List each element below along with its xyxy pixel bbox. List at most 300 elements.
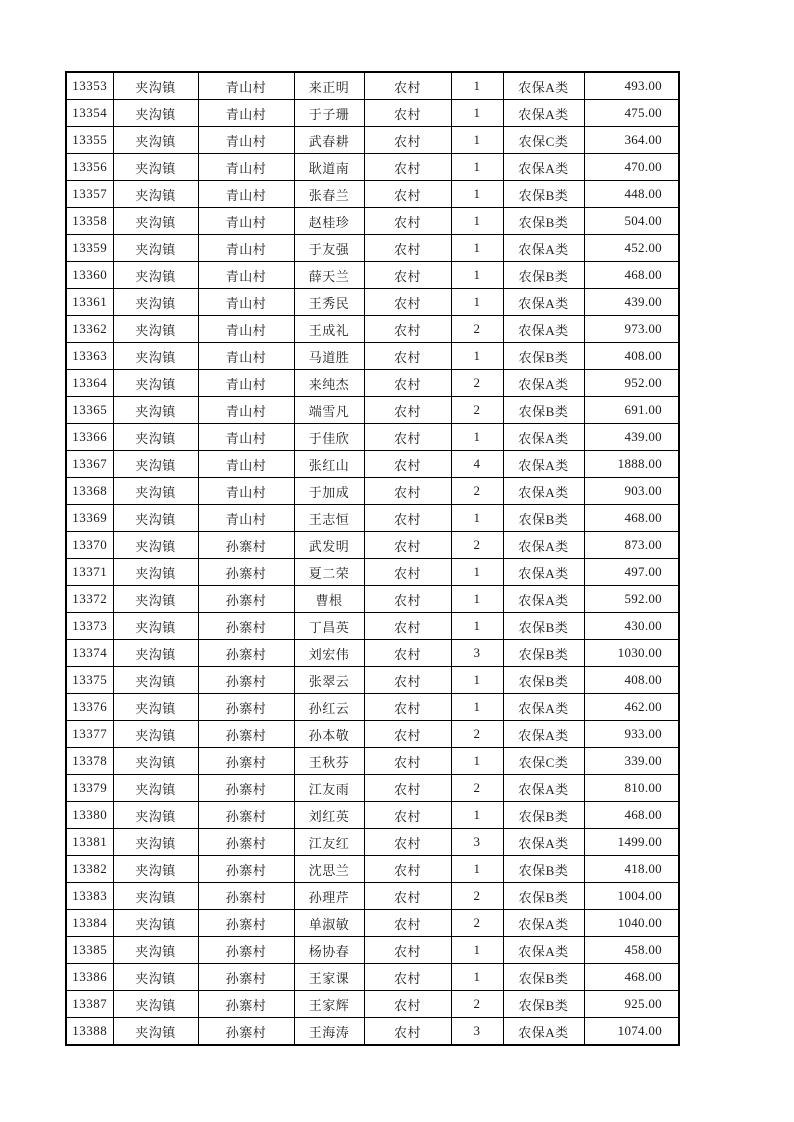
cell-person-name: 曹根	[294, 586, 364, 613]
cell-person-count: 1	[451, 154, 503, 181]
cell-record-id: 13361	[66, 289, 113, 316]
table-row	[66, 235, 679, 262]
table-row	[66, 937, 679, 964]
table-row	[66, 397, 679, 424]
cell-town: 夹沟镇	[113, 370, 198, 397]
cell-record-id: 13367	[66, 451, 113, 478]
table-row	[66, 289, 679, 316]
cell-town: 夹沟镇	[113, 289, 198, 316]
table-row	[66, 72, 679, 100]
cell-person-name: 张翠云	[294, 667, 364, 694]
cell-person-count: 1	[451, 802, 503, 829]
cell-town: 夹沟镇	[113, 667, 198, 694]
cell-insurance-category: 农保B类	[503, 343, 584, 370]
table-row	[66, 343, 679, 370]
cell-person-count: 1	[451, 72, 503, 100]
cell-town: 夹沟镇	[113, 937, 198, 964]
cell-insurance-category: 农保A类	[503, 424, 584, 451]
cell-town: 夹沟镇	[113, 424, 198, 451]
cell-area-type: 农村	[364, 856, 451, 883]
cell-town: 夹沟镇	[113, 721, 198, 748]
cell-record-id: 13382	[66, 856, 113, 883]
cell-area-type: 农村	[364, 316, 451, 343]
cell-person-count: 3	[451, 1018, 503, 1046]
cell-person-name: 王志恒	[294, 505, 364, 532]
cell-area-type: 农村	[364, 586, 451, 613]
table-row	[66, 586, 679, 613]
subsidy-records-table	[65, 71, 680, 1046]
cell-village: 孙寨村	[198, 964, 294, 991]
cell-insurance-category: 农保A类	[503, 910, 584, 937]
cell-amount: 1030.00	[584, 640, 679, 667]
cell-insurance-category: 农保B类	[503, 991, 584, 1018]
cell-village: 青山村	[198, 505, 294, 532]
cell-amount: 1040.00	[584, 910, 679, 937]
cell-amount: 468.00	[584, 505, 679, 532]
cell-person-count: 1	[451, 505, 503, 532]
cell-person-name: 来纯杰	[294, 370, 364, 397]
cell-record-id: 13353	[66, 72, 113, 100]
cell-person-count: 1	[451, 964, 503, 991]
cell-area-type: 农村	[364, 991, 451, 1018]
cell-town: 夹沟镇	[113, 1018, 198, 1046]
cell-insurance-category: 农保B类	[503, 640, 584, 667]
cell-village: 青山村	[198, 154, 294, 181]
table-row	[66, 883, 679, 910]
cell-person-name: 王家辉	[294, 991, 364, 1018]
cell-insurance-category: 农保A类	[503, 559, 584, 586]
cell-insurance-category: 农保A类	[503, 154, 584, 181]
cell-insurance-category: 农保A类	[503, 370, 584, 397]
cell-village: 青山村	[198, 343, 294, 370]
cell-person-name: 张红山	[294, 451, 364, 478]
cell-record-id: 13372	[66, 586, 113, 613]
cell-record-id: 13371	[66, 559, 113, 586]
table-row	[66, 451, 679, 478]
cell-record-id: 13366	[66, 424, 113, 451]
cell-area-type: 农村	[364, 964, 451, 991]
cell-amount: 470.00	[584, 154, 679, 181]
cell-town: 夹沟镇	[113, 397, 198, 424]
cell-person-name: 王秋芬	[294, 748, 364, 775]
cell-area-type: 农村	[364, 694, 451, 721]
cell-record-id: 13360	[66, 262, 113, 289]
cell-village: 青山村	[198, 370, 294, 397]
table-row	[66, 478, 679, 505]
table-row	[66, 154, 679, 181]
cell-person-name: 于加成	[294, 478, 364, 505]
cell-insurance-category: 农保A类	[503, 289, 584, 316]
cell-village: 孙寨村	[198, 802, 294, 829]
cell-amount: 439.00	[584, 289, 679, 316]
cell-area-type: 农村	[364, 397, 451, 424]
cell-amount: 458.00	[584, 937, 679, 964]
cell-village: 孙寨村	[198, 667, 294, 694]
cell-record-id: 13355	[66, 127, 113, 154]
cell-area-type: 农村	[364, 937, 451, 964]
cell-person-name: 丁昌英	[294, 613, 364, 640]
cell-village: 孙寨村	[198, 613, 294, 640]
cell-amount: 1499.00	[584, 829, 679, 856]
table-row	[66, 667, 679, 694]
cell-amount: 493.00	[584, 72, 679, 100]
cell-area-type: 农村	[364, 343, 451, 370]
cell-person-name: 于友强	[294, 235, 364, 262]
cell-town: 夹沟镇	[113, 127, 198, 154]
table-row	[66, 316, 679, 343]
cell-amount: 504.00	[584, 208, 679, 235]
cell-village: 孙寨村	[198, 694, 294, 721]
cell-record-id: 13376	[66, 694, 113, 721]
cell-person-name: 王秀民	[294, 289, 364, 316]
cell-person-name: 于佳欣	[294, 424, 364, 451]
cell-person-count: 1	[451, 343, 503, 370]
table-row	[66, 640, 679, 667]
cell-insurance-category: 农保A类	[503, 72, 584, 100]
cell-village: 青山村	[198, 127, 294, 154]
cell-area-type: 农村	[364, 208, 451, 235]
cell-person-name: 张春兰	[294, 181, 364, 208]
cell-insurance-category: 农保B类	[503, 181, 584, 208]
cell-person-count: 1	[451, 100, 503, 127]
table-row	[66, 208, 679, 235]
cell-area-type: 农村	[364, 235, 451, 262]
cell-person-count: 2	[451, 532, 503, 559]
cell-area-type: 农村	[364, 910, 451, 937]
cell-village: 孙寨村	[198, 748, 294, 775]
cell-amount: 439.00	[584, 424, 679, 451]
table-row	[66, 127, 679, 154]
cell-village: 孙寨村	[198, 721, 294, 748]
cell-person-count: 1	[451, 856, 503, 883]
cell-person-name: 江友红	[294, 829, 364, 856]
cell-area-type: 农村	[364, 640, 451, 667]
cell-amount: 448.00	[584, 181, 679, 208]
cell-insurance-category: 农保B类	[503, 802, 584, 829]
cell-person-name: 孙红云	[294, 694, 364, 721]
cell-insurance-category: 农保A类	[503, 694, 584, 721]
cell-area-type: 农村	[364, 262, 451, 289]
cell-amount: 475.00	[584, 100, 679, 127]
cell-town: 夹沟镇	[113, 208, 198, 235]
cell-insurance-category: 农保B类	[503, 883, 584, 910]
cell-town: 夹沟镇	[113, 316, 198, 343]
table-body	[66, 72, 679, 1045]
cell-town: 夹沟镇	[113, 775, 198, 802]
table-row	[66, 532, 679, 559]
table-row	[66, 424, 679, 451]
cell-town: 夹沟镇	[113, 100, 198, 127]
cell-record-id: 13370	[66, 532, 113, 559]
cell-area-type: 农村	[364, 532, 451, 559]
cell-record-id: 13387	[66, 991, 113, 1018]
cell-village: 孙寨村	[198, 937, 294, 964]
cell-town: 夹沟镇	[113, 694, 198, 721]
table-row	[66, 856, 679, 883]
cell-amount: 592.00	[584, 586, 679, 613]
cell-record-id: 13379	[66, 775, 113, 802]
cell-record-id: 13358	[66, 208, 113, 235]
cell-village: 青山村	[198, 100, 294, 127]
cell-amount: 810.00	[584, 775, 679, 802]
cell-town: 夹沟镇	[113, 262, 198, 289]
cell-person-count: 2	[451, 370, 503, 397]
cell-person-name: 马道胜	[294, 343, 364, 370]
cell-amount: 933.00	[584, 721, 679, 748]
cell-insurance-category: 农保C类	[503, 127, 584, 154]
cell-village: 孙寨村	[198, 829, 294, 856]
cell-town: 夹沟镇	[113, 802, 198, 829]
table-row	[66, 262, 679, 289]
cell-record-id: 13356	[66, 154, 113, 181]
cell-village: 青山村	[198, 289, 294, 316]
cell-insurance-category: 农保A类	[503, 451, 584, 478]
cell-town: 夹沟镇	[113, 559, 198, 586]
cell-area-type: 农村	[364, 127, 451, 154]
cell-person-name: 孙本敬	[294, 721, 364, 748]
cell-amount: 418.00	[584, 856, 679, 883]
cell-record-id: 13373	[66, 613, 113, 640]
cell-person-count: 2	[451, 991, 503, 1018]
cell-amount: 462.00	[584, 694, 679, 721]
cell-area-type: 农村	[364, 748, 451, 775]
cell-record-id: 13385	[66, 937, 113, 964]
cell-town: 夹沟镇	[113, 505, 198, 532]
cell-town: 夹沟镇	[113, 748, 198, 775]
cell-town: 夹沟镇	[113, 640, 198, 667]
cell-person-name: 武春耕	[294, 127, 364, 154]
cell-insurance-category: 农保B类	[503, 262, 584, 289]
cell-town: 夹沟镇	[113, 883, 198, 910]
table-row	[66, 991, 679, 1018]
table-row	[66, 1018, 679, 1046]
cell-person-count: 2	[451, 775, 503, 802]
cell-person-count: 1	[451, 262, 503, 289]
cell-person-count: 1	[451, 181, 503, 208]
cell-village: 孙寨村	[198, 532, 294, 559]
table-row	[66, 964, 679, 991]
cell-amount: 1004.00	[584, 883, 679, 910]
cell-record-id: 13384	[66, 910, 113, 937]
cell-village: 青山村	[198, 451, 294, 478]
cell-insurance-category: 农保A类	[503, 1018, 584, 1046]
cell-person-name: 夏二荣	[294, 559, 364, 586]
cell-person-count: 1	[451, 937, 503, 964]
cell-area-type: 农村	[364, 505, 451, 532]
cell-record-id: 13357	[66, 181, 113, 208]
cell-person-name: 耿道南	[294, 154, 364, 181]
cell-person-name: 赵桂珍	[294, 208, 364, 235]
table-row	[66, 505, 679, 532]
table-row	[66, 910, 679, 937]
cell-amount: 691.00	[584, 397, 679, 424]
table-row	[66, 829, 679, 856]
cell-person-count: 3	[451, 640, 503, 667]
cell-village: 青山村	[198, 72, 294, 100]
cell-person-name: 端雪凡	[294, 397, 364, 424]
cell-person-count: 2	[451, 316, 503, 343]
cell-record-id: 13369	[66, 505, 113, 532]
cell-person-count: 1	[451, 289, 503, 316]
cell-insurance-category: 农保A类	[503, 235, 584, 262]
cell-person-count: 1	[451, 613, 503, 640]
cell-person-name: 王家课	[294, 964, 364, 991]
cell-person-count: 1	[451, 667, 503, 694]
cell-town: 夹沟镇	[113, 72, 198, 100]
cell-amount: 468.00	[584, 802, 679, 829]
cell-town: 夹沟镇	[113, 154, 198, 181]
cell-record-id: 13388	[66, 1018, 113, 1046]
cell-amount: 1074.00	[584, 1018, 679, 1046]
cell-record-id: 13368	[66, 478, 113, 505]
cell-record-id: 13377	[66, 721, 113, 748]
cell-village: 青山村	[198, 478, 294, 505]
cell-area-type: 农村	[364, 613, 451, 640]
cell-record-id: 13365	[66, 397, 113, 424]
cell-record-id: 13364	[66, 370, 113, 397]
cell-person-name: 来正明	[294, 72, 364, 100]
cell-insurance-category: 农保C类	[503, 748, 584, 775]
cell-area-type: 农村	[364, 667, 451, 694]
cell-town: 夹沟镇	[113, 235, 198, 262]
cell-area-type: 农村	[364, 802, 451, 829]
table-row	[66, 721, 679, 748]
cell-village: 孙寨村	[198, 640, 294, 667]
cell-area-type: 农村	[364, 424, 451, 451]
cell-town: 夹沟镇	[113, 586, 198, 613]
cell-person-name: 王海涛	[294, 1018, 364, 1046]
cell-person-count: 1	[451, 559, 503, 586]
cell-amount: 468.00	[584, 964, 679, 991]
cell-person-name: 薛天兰	[294, 262, 364, 289]
cell-person-name: 沈思兰	[294, 856, 364, 883]
cell-village: 孙寨村	[198, 775, 294, 802]
cell-person-count: 2	[451, 910, 503, 937]
cell-person-count: 4	[451, 451, 503, 478]
cell-insurance-category: 农保A类	[503, 100, 584, 127]
cell-amount: 952.00	[584, 370, 679, 397]
cell-area-type: 农村	[364, 883, 451, 910]
table-row	[66, 802, 679, 829]
cell-amount: 925.00	[584, 991, 679, 1018]
cell-insurance-category: 农保B类	[503, 397, 584, 424]
cell-village: 青山村	[198, 208, 294, 235]
cell-village: 青山村	[198, 262, 294, 289]
cell-area-type: 农村	[364, 721, 451, 748]
cell-village: 青山村	[198, 235, 294, 262]
cell-town: 夹沟镇	[113, 856, 198, 883]
cell-insurance-category: 农保A类	[503, 937, 584, 964]
cell-insurance-category: 农保B类	[503, 613, 584, 640]
cell-insurance-category: 农保A类	[503, 775, 584, 802]
cell-insurance-category: 农保A类	[503, 586, 584, 613]
cell-person-name: 刘红英	[294, 802, 364, 829]
cell-insurance-category: 农保A类	[503, 316, 584, 343]
cell-person-count: 2	[451, 883, 503, 910]
cell-town: 夹沟镇	[113, 343, 198, 370]
cell-insurance-category: 农保A类	[503, 721, 584, 748]
cell-amount: 1888.00	[584, 451, 679, 478]
cell-town: 夹沟镇	[113, 991, 198, 1018]
table-row	[66, 775, 679, 802]
cell-town: 夹沟镇	[113, 532, 198, 559]
cell-village: 孙寨村	[198, 1018, 294, 1046]
cell-village: 孙寨村	[198, 883, 294, 910]
cell-area-type: 农村	[364, 181, 451, 208]
cell-insurance-category: 农保B类	[503, 856, 584, 883]
cell-village: 孙寨村	[198, 991, 294, 1018]
cell-person-count: 1	[451, 127, 503, 154]
cell-village: 孙寨村	[198, 559, 294, 586]
cell-person-count: 1	[451, 586, 503, 613]
cell-person-count: 2	[451, 721, 503, 748]
cell-person-name: 杨协春	[294, 937, 364, 964]
cell-person-name: 武发明	[294, 532, 364, 559]
table-row	[66, 694, 679, 721]
cell-area-type: 农村	[364, 370, 451, 397]
cell-person-name: 刘宏伟	[294, 640, 364, 667]
cell-village: 孙寨村	[198, 586, 294, 613]
cell-amount: 430.00	[584, 613, 679, 640]
cell-person-count: 3	[451, 829, 503, 856]
cell-amount: 408.00	[584, 343, 679, 370]
cell-person-count: 2	[451, 397, 503, 424]
cell-area-type: 农村	[364, 775, 451, 802]
cell-person-name: 孙理芹	[294, 883, 364, 910]
cell-record-id: 13381	[66, 829, 113, 856]
cell-area-type: 农村	[364, 154, 451, 181]
cell-village: 青山村	[198, 424, 294, 451]
table-row	[66, 748, 679, 775]
cell-town: 夹沟镇	[113, 964, 198, 991]
cell-area-type: 农村	[364, 451, 451, 478]
cell-person-count: 1	[451, 208, 503, 235]
cell-area-type: 农村	[364, 559, 451, 586]
cell-amount: 903.00	[584, 478, 679, 505]
cell-insurance-category: 农保B类	[503, 964, 584, 991]
cell-village: 孙寨村	[198, 910, 294, 937]
cell-person-count: 1	[451, 694, 503, 721]
cell-amount: 339.00	[584, 748, 679, 775]
cell-area-type: 农村	[364, 478, 451, 505]
cell-person-count: 1	[451, 748, 503, 775]
cell-town: 夹沟镇	[113, 451, 198, 478]
cell-person-name: 于子珊	[294, 100, 364, 127]
cell-amount: 497.00	[584, 559, 679, 586]
cell-area-type: 农村	[364, 100, 451, 127]
cell-area-type: 农村	[364, 72, 451, 100]
cell-record-id: 13375	[66, 667, 113, 694]
cell-person-count: 1	[451, 235, 503, 262]
cell-amount: 973.00	[584, 316, 679, 343]
cell-record-id: 13354	[66, 100, 113, 127]
table-row	[66, 559, 679, 586]
cell-amount: 468.00	[584, 262, 679, 289]
cell-area-type: 农村	[364, 289, 451, 316]
cell-village: 青山村	[198, 316, 294, 343]
cell-record-id: 13383	[66, 883, 113, 910]
cell-village: 青山村	[198, 181, 294, 208]
cell-village: 青山村	[198, 397, 294, 424]
cell-person-name: 王成礼	[294, 316, 364, 343]
cell-insurance-category: 农保A类	[503, 829, 584, 856]
cell-amount: 408.00	[584, 667, 679, 694]
cell-person-name: 单淑敏	[294, 910, 364, 937]
cell-person-count: 2	[451, 478, 503, 505]
cell-area-type: 农村	[364, 829, 451, 856]
table-row	[66, 181, 679, 208]
cell-area-type: 农村	[364, 1018, 451, 1046]
